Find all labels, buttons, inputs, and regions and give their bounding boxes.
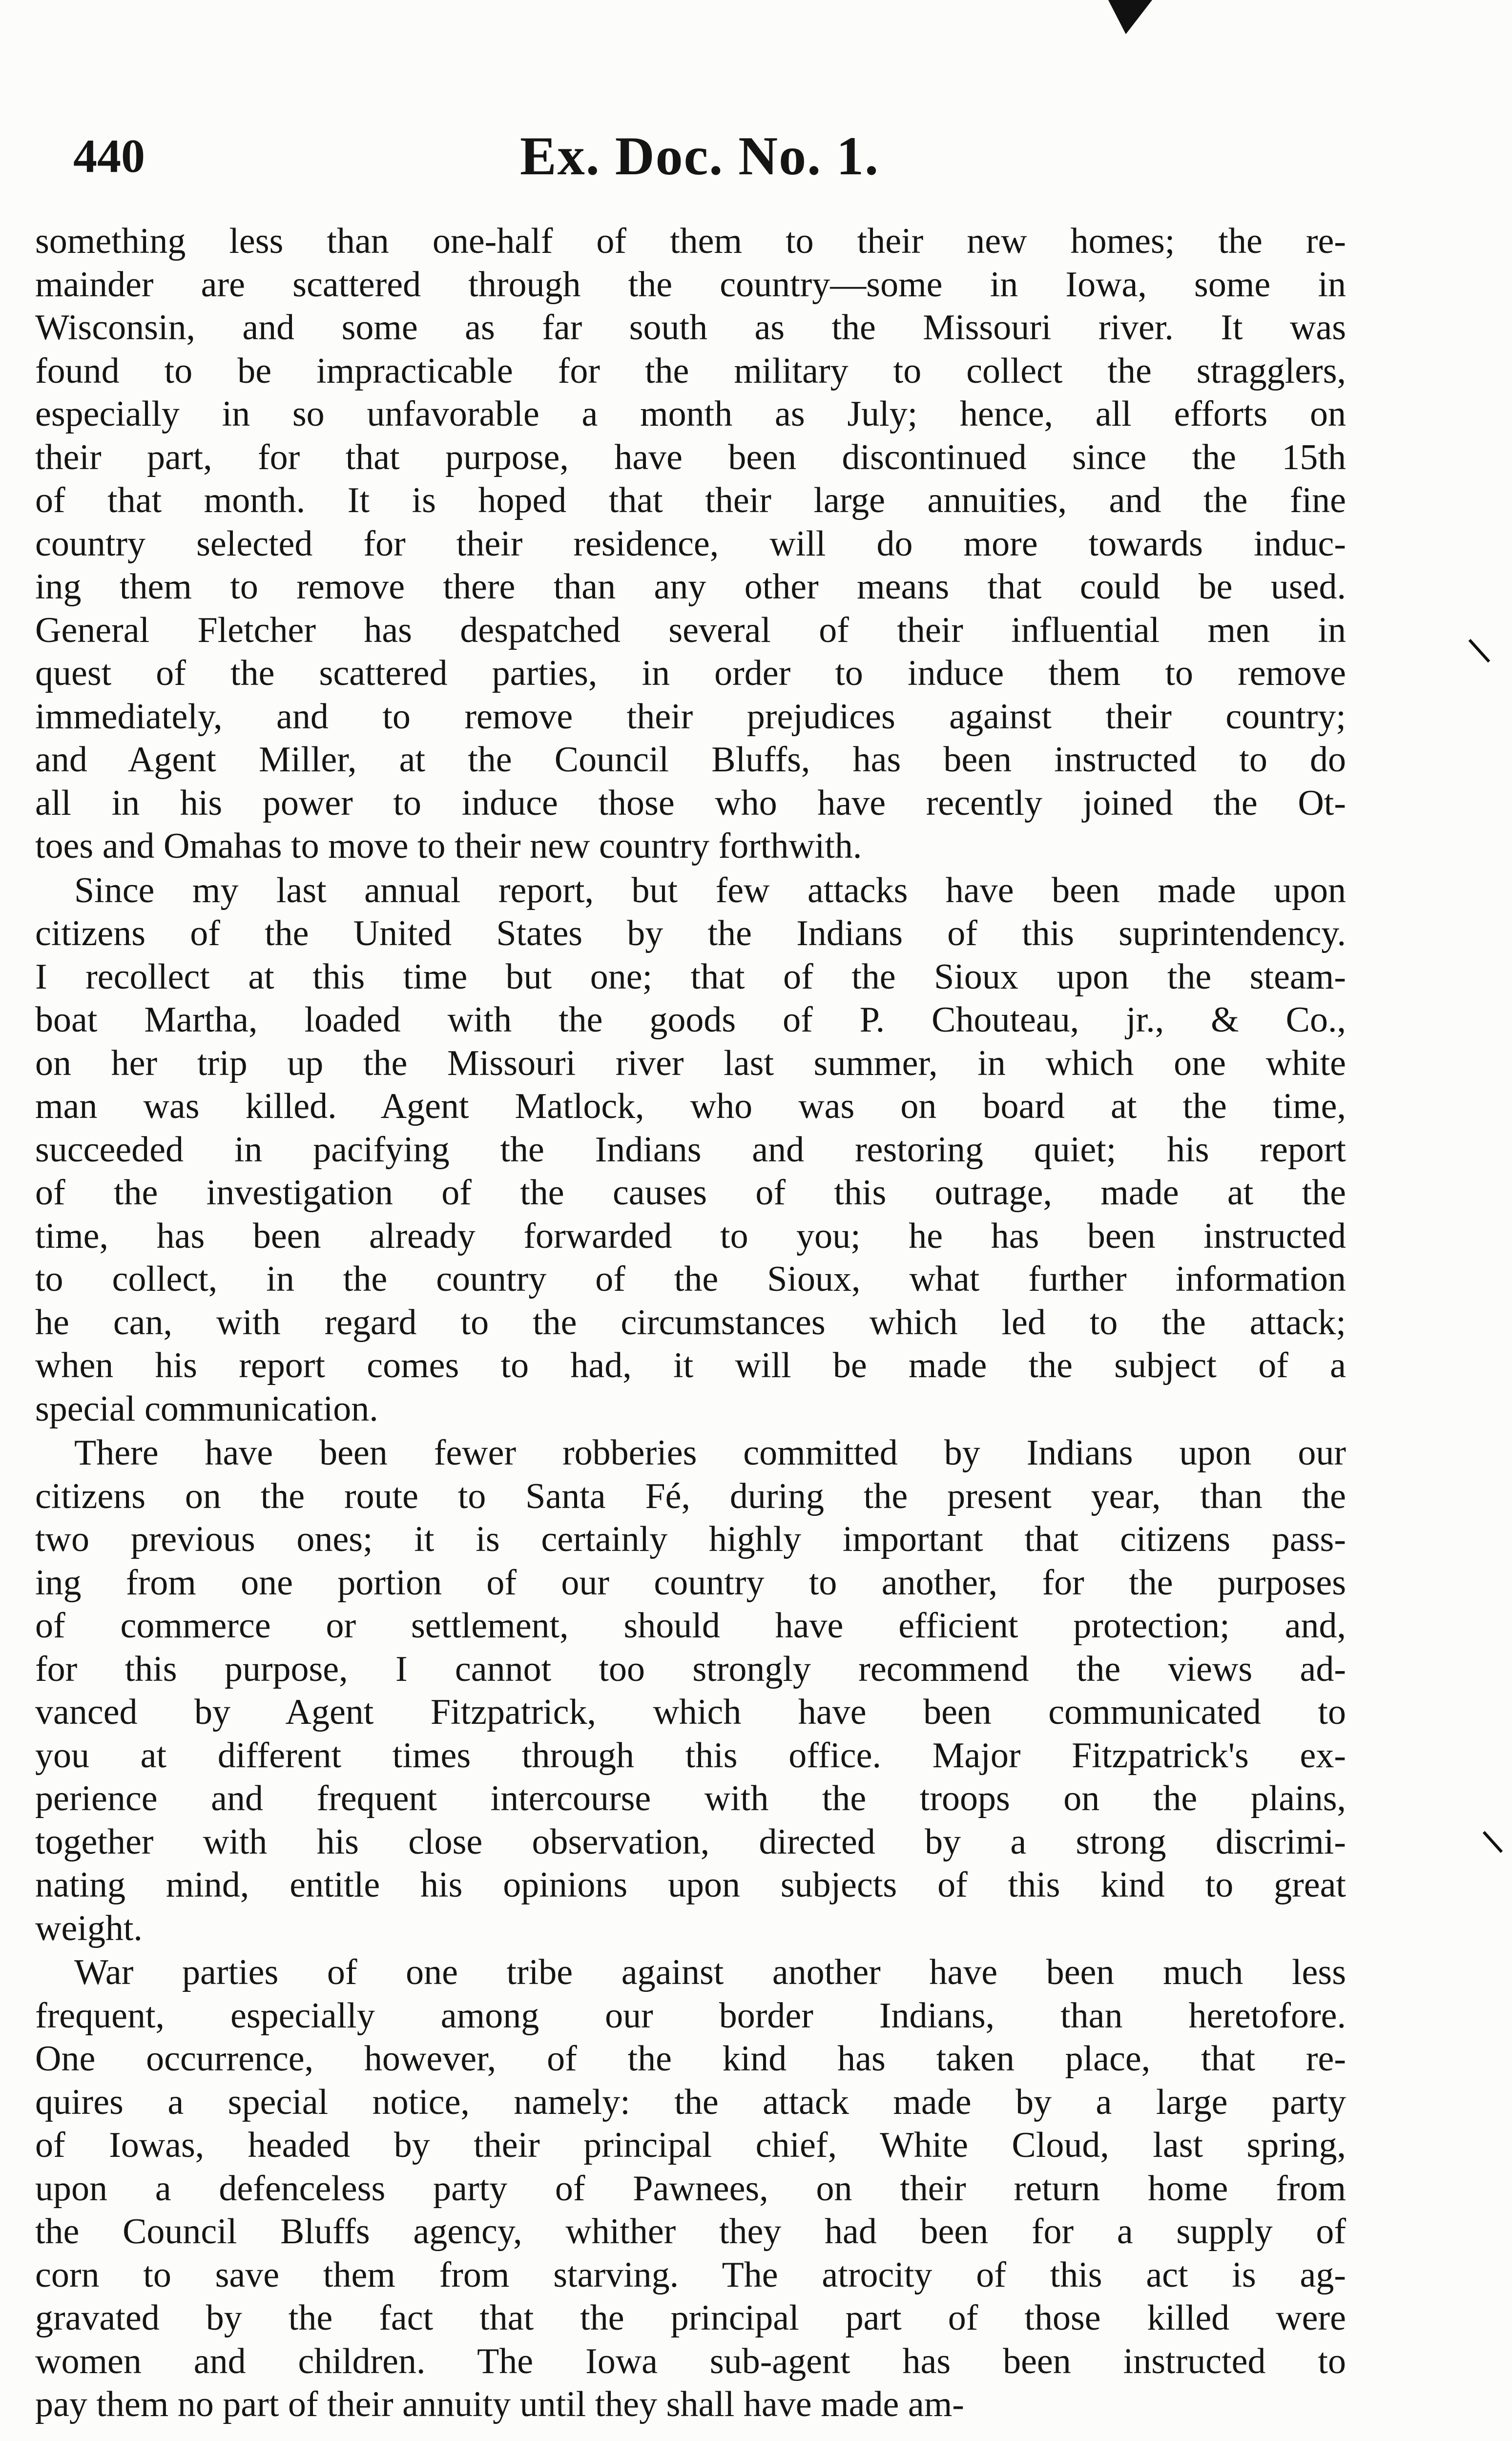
text-line: he can, with regard to the circumstances which led to the attack;	[35, 1302, 1346, 1343]
scan-artifact-mark	[1483, 1831, 1503, 1853]
text-line: together with his close observation, directed by a strong discrimi-	[35, 1821, 1346, 1862]
paragraph	[35, 220, 1346, 868]
text-line: you at different times through this office. Major Fitzpatrick's ex-	[35, 1735, 1346, 1776]
text-line: weight.	[35, 1908, 143, 1948]
text-line: to collect, in the country of the Sioux, what further information	[35, 1259, 1346, 1299]
text-line: and Agent Miller, at the Council Bluffs, has been instructed to do	[35, 740, 1346, 780]
text-line: I recollect at this time but one; that of the Sioux upon the steam-	[35, 956, 1346, 997]
page-header	[73, 122, 1343, 190]
text-line: their part, for that purpose, have been discontinued since the 15th	[35, 437, 1346, 477]
text-line: boat Martha, loaded with the goods of P. Chouteau, jr., & Co.,	[35, 1000, 1346, 1040]
text-line: of that month. It is hoped that their large annuities, and the fine	[35, 480, 1346, 520]
paragraph	[35, 869, 1346, 1431]
text-line: all in his power to induce those who have recently joined the Ot-	[35, 783, 1346, 823]
paragraph	[35, 1431, 1346, 1950]
text-line: pay them no part of their annuity until they shall have made am-	[35, 2384, 964, 2424]
text-line: Wisconsin, and some as far south as the Missouri river. It was	[35, 308, 1346, 348]
text-line: gravated by the fact that the principal part of those killed were	[35, 2298, 1346, 2338]
text-line: mainder are scattered through the country—some in Iowa, some in	[35, 264, 1346, 305]
text-line: One occurrence, however, of the kind has taken place, that re-	[35, 2039, 1346, 2079]
text-line: immediately, and to remove their prejudices against their country;	[35, 696, 1346, 737]
text-line: on her trip up the Missouri river last summer, in which one white	[35, 1043, 1346, 1083]
text-line: quest of the scattered parties, in order to induce them to remove	[35, 653, 1346, 693]
text-line: toes and Omahas to move to their new country forthwith.	[35, 826, 862, 866]
text-line: corn to save them from starving. The atrocity of this act is ag-	[35, 2255, 1346, 2295]
text-line: citizens of the United States by the Indians of this suprintendency.	[35, 913, 1346, 953]
text-line: citizens on the route to Santa Fé, during the present year, than the	[35, 1476, 1346, 1516]
text-line: frequent, especially among our border Indians, than heretofore.	[35, 1995, 1346, 2036]
text-line: found to be impracticable for the military to collect the stragglers,	[35, 351, 1346, 391]
text-line: of the investigation of the causes of this outrage, made at the	[35, 1173, 1346, 1213]
text-line: There have been fewer robberies committed by Indians upon our	[74, 1433, 1346, 1473]
page-number: 440	[73, 130, 145, 183]
text-line: quires a special notice, namely: the attack made by a large party	[35, 2082, 1346, 2122]
text-line: of commerce or settlement, should have efficient protection; and,	[35, 1606, 1346, 1646]
text-line: for this purpose, I cannot too strongly recommend the views ad-	[35, 1649, 1346, 1689]
text-line: of Iowas, headed by their principal chief, White Cloud, last spring,	[35, 2125, 1346, 2165]
text-line: nating mind, entitle his opinions upon subjects of this kind to great	[35, 1865, 1346, 1905]
text-line: special communication.	[35, 1388, 378, 1429]
text-line: War parties of one tribe against another have been much less	[74, 1952, 1346, 1992]
body-text	[35, 220, 1346, 2427]
text-line: time, has been already forwarded to you; he has been instructed	[35, 1216, 1346, 1256]
text-line: women and children. The Iowa sub-agent has been instructed to	[35, 2341, 1346, 2381]
text-line: perience and frequent intercourse with the troops on the plains,	[35, 1779, 1346, 1819]
text-line: the Council Bluffs agency, whither they had been for a supply of	[35, 2212, 1346, 2252]
text-line: upon a defenceless party of Pawnees, on their return home from	[35, 2168, 1346, 2209]
text-line: country selected for their residence, will do more towards induc-	[35, 523, 1346, 564]
text-line: man was killed. Agent Matlock, who was on board at the time,	[35, 1086, 1346, 1126]
text-line: General Fletcher has despatched several of their influential men in	[35, 610, 1346, 650]
scan-artifact-mark	[1469, 639, 1491, 663]
scan-artifact-mark	[1108, 0, 1152, 34]
text-line: when his report comes to had, it will be made the subject of a	[35, 1345, 1346, 1386]
text-line: Since my last annual report, but few attacks have been made upon	[74, 870, 1346, 910]
text-line: especially in so unfavorable a month as July; hence, all efforts on	[35, 394, 1346, 434]
text-line: vanced by Agent Fitzpatrick, which have been communicated to	[35, 1692, 1346, 1732]
paragraph	[35, 1951, 1346, 2426]
text-line: two previous ones; it is certainly highly important that citizens pass-	[35, 1519, 1346, 1559]
document-title: Ex. Doc. No. 1.	[520, 126, 880, 186]
text-line: ing from one portion of our country to another, for the purposes	[35, 1562, 1346, 1603]
text-line: something less than one-half of them to their new homes; the re-	[35, 221, 1346, 261]
text-line: ing them to remove there than any other means that could be used.	[35, 567, 1346, 607]
text-line: succeeded in pacifying the Indians and restoring quiet; his report	[35, 1129, 1346, 1170]
